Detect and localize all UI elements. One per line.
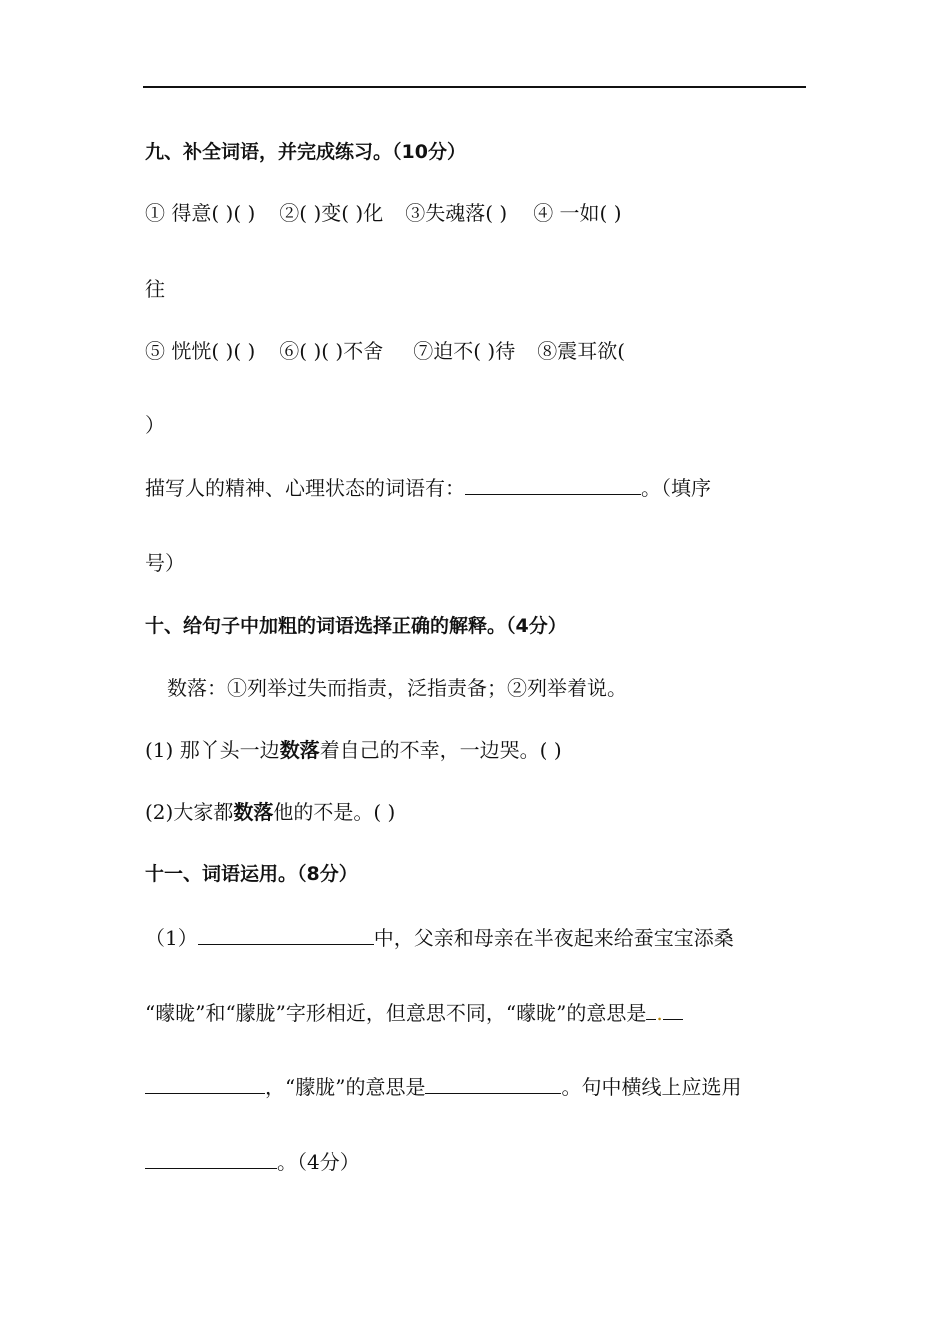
question-suffix: 。（填序: [641, 476, 711, 500]
idiom-item-3: ③失魂落( ): [405, 201, 508, 225]
line-2-dot: .: [656, 1001, 663, 1025]
answer-blank[interactable]: [646, 999, 656, 1020]
answer-blank[interactable]: [145, 1073, 265, 1094]
sentence-1: [145, 736, 810, 764]
section-11-line-1: [145, 924, 810, 952]
answer-blank[interactable]: [663, 999, 683, 1020]
answer-blank[interactable]: [198, 924, 374, 945]
line-1-prefix: （1）: [145, 926, 198, 950]
sentence-2-bold-word: 数落: [233, 800, 274, 824]
sentence-2-suffix: 他的不是。( ): [273, 800, 396, 824]
section-9-question-wrap: 号）: [145, 551, 185, 575]
idiom-item-2: ②( )变( )化: [279, 201, 384, 225]
answer-blank[interactable]: [145, 1148, 277, 1169]
sentence-1-prefix: (1) 那丫头一边: [145, 738, 280, 762]
line-3-mid: ，“朦胧”的意思是: [265, 1075, 426, 1099]
section-11-line-4: [145, 1148, 810, 1176]
section-9-row-2-wrap: ）: [145, 413, 165, 437]
section-9-row-1: [145, 199, 810, 227]
idiom-item-8: ⑧震耳欲(: [537, 339, 626, 363]
sentence-2-prefix: (2)大家都: [145, 800, 234, 824]
section-11-heading: 十一、词语运用。（8分）: [145, 863, 358, 885]
section-9-row-1-wrap: 往: [145, 277, 165, 301]
line-2-text: “曚昽”和“朦胧”字形相近，但意思不同，“曚昽”的意思是: [145, 1001, 647, 1025]
answer-blank[interactable]: [465, 474, 641, 495]
line-4-suffix: 。（4分）: [277, 1150, 360, 1174]
idiom-item-5: ⑤ 恍恍( )( ): [145, 339, 256, 363]
definition-text: 数落：①列举过失而指责，泛指责备；②列举着说。: [167, 676, 627, 700]
answer-blank[interactable]: [425, 1073, 561, 1094]
section-11-line-2: [145, 999, 810, 1027]
section-10-heading: 十、给句子中加粗的词语选择正确的解释。（4分）: [145, 615, 567, 637]
line-3-suffix: 。句中横线上应选用: [561, 1075, 742, 1099]
section-9-question: [145, 474, 810, 502]
sentence-2: [145, 798, 810, 826]
sentence-1-bold-word: 数落: [279, 738, 320, 762]
idiom-item-4: ④ 一如( ): [533, 201, 622, 225]
idiom-item-7: ⑦迫不( )待: [413, 339, 516, 363]
idiom-item-6: ⑥( )( )不舍: [279, 339, 384, 363]
section-11-line-3: [145, 1073, 810, 1101]
question-prefix: 描写人的精神、心理状态的词语有：: [145, 476, 465, 500]
section-9-heading: 九、补全词语，并完成练习。（10分）: [145, 141, 466, 163]
sentence-1-suffix: 着自己的不幸，一边哭。( ): [319, 738, 562, 762]
header-rule: [143, 86, 806, 88]
section-9-row-2: [145, 337, 810, 365]
line-1-suffix: 中，父亲和母亲在半夜起来给蚕宝宝添桑: [373, 926, 734, 950]
idiom-item-1: ① 得意( )( ): [145, 201, 256, 225]
